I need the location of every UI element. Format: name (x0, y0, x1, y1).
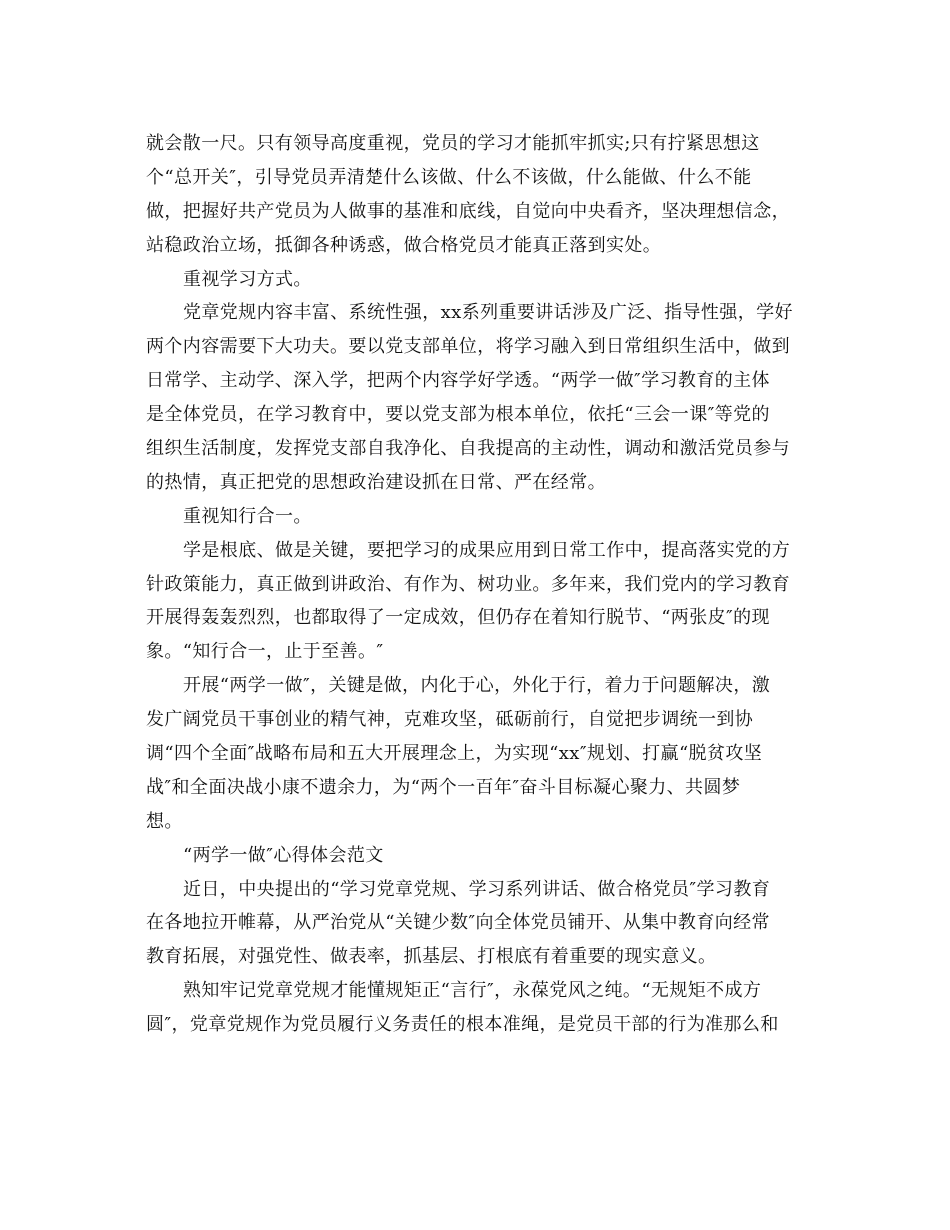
text-line: 想。 (146, 810, 183, 832)
text-line: 站稳政治立场，抵御各种诱惑，做合格党员才能真正落到实处。 (146, 234, 662, 256)
text-line: “两学一做″心得体会范文 (183, 844, 384, 866)
text-line: 象。“知行合一，止于至善。″ (146, 641, 384, 663)
text-line: 两个内容需要下大功夫。要以党支部单位，将学习融入到日常组织生活中，做到 (146, 336, 790, 358)
text-line: 组织生活制度，发挥党支部自我净化、自我提高的主动性，调动和激活党员参与 (146, 438, 790, 460)
text-line: 战″和全面决战小康不遗余力，为“两个一百年″奋斗目标凝心聚力、共圆梦 (146, 776, 741, 798)
text-line: 针政策能力，真正做到讲政治、有作为、树功业。多年来，我们党内的学习教育 (146, 573, 790, 595)
text-line: 重视学习方式。 (183, 268, 312, 290)
text-line: 重视知行合一。 (183, 505, 312, 527)
text-line: 发广阔党员干事创业的精气神，克难攻坚，砥砺前行，自觉把步调统一到协 (146, 709, 754, 731)
text-line: 在各地拉开帷幕，从严治党从“关键少数″向全体党员铺开、从集中教育向经常 (146, 912, 770, 934)
text-line: 开展得轰轰烈烈，也都取得了一定成效，但仍存在着知行脱节、“两张皮″的现 (146, 607, 770, 629)
text-line: 的热情，真正把党的思想政治建设抓在日常、严在经常。 (146, 471, 606, 493)
text-line: 党章党规内容丰富、系统性强，xx系列重要讲话涉及广泛、指导性强，学好 (183, 302, 793, 324)
text-line: 近日，中央提出的“学习党章党规、学习系列讲话、做合格党员″学习教育 (183, 878, 771, 900)
document-body (146, 127, 806, 1042)
text-line: 日常学、主动学、深入学，把两个内容学好学透。“两学一做″学习教育的主体 (146, 370, 770, 392)
text-line: 圆″，党章党规作为党员履行义务责任的根本准绳，是党员干部的行为准那么和 (146, 1014, 779, 1036)
text-line: 开展“两学一做″，关键是做，内化于心，外化于行，着力于问题解决，激 (183, 675, 771, 697)
text-line: 是全体党员，在学习教育中，要以党支部为根本单位，依托“三会一课″等党的 (146, 404, 770, 426)
text-line: 学是根底、做是关键，要把学习的成果应用到日常工作中，提高落实党的方 (183, 539, 791, 561)
text-line: 调“四个全面″战略布局和五大开展理念上，为实现“xx″规划、打赢“脱贫攻坚 (146, 743, 763, 765)
text-line: 个“总开关″，引导党员弄清楚什么该做、什么不该做，什么能做、什么不能 (146, 166, 752, 188)
text-line: 就会散一尺。只有领导高度重视，党员的学习才能抓牢抓实;只有拧紧思想这 (146, 133, 760, 154)
text-line: 熟知牢记党章党规才能懂规矩正“言行″，永葆党风之纯。“无规矩不成方 (183, 980, 762, 1002)
text-line: 做，把握好共产党员为人做事的基准和底线，自觉向中央看齐，坚决理想信念， (146, 200, 790, 222)
text-line: 教育拓展，对强党性、做表率，抓基层、打根底有着重要的现实意义。 (146, 946, 717, 968)
